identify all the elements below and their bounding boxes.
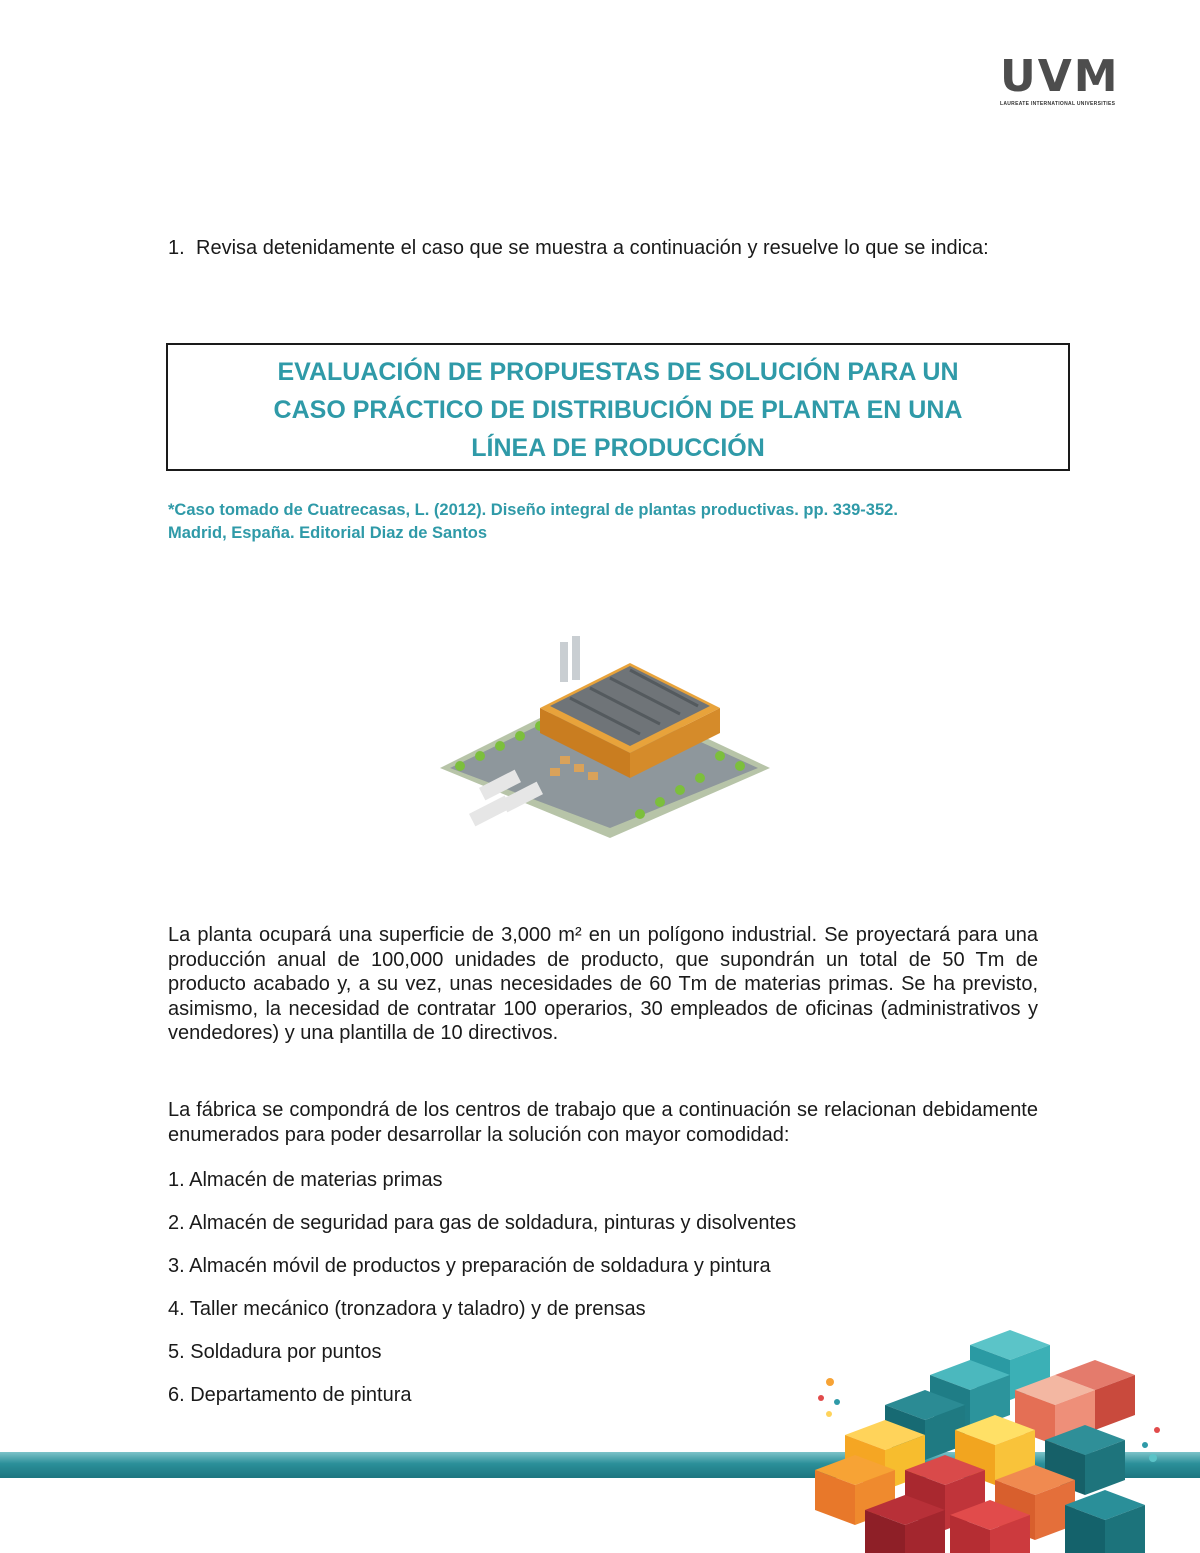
case-title-box — [166, 343, 1070, 471]
instruction — [168, 234, 1048, 263]
list-item: 3. Almacén móvil de productos y preparación de soldadura y pintura — [168, 1255, 771, 1277]
source-line-2: Madrid, España. Editorial Diaz de Santos — [168, 524, 488, 542]
logo-text: UVM — [1000, 51, 1120, 102]
paragraph-plant-description: La planta ocupará una superficie de 3,000 m² en un polígono industrial. Se proyectará para una producción anual de 100,000 unidades de producto, que supondrán un total de 50 Tm de producto acabado y, a su vez, unas necesidades de 60 Tm de materias primas. Se ha previsto, asimismo, la necesidad de contratar 100 operarios, 30 empleados de oficinas (administrativos y vendedores) y una plantilla de 10 directivos. — [168, 924, 1038, 1044]
factory-illustration — [440, 628, 770, 838]
list-item: 5. Soldadura por puntos — [168, 1341, 382, 1363]
paragraph-work-centers-intro: La fábrica se compondrá de los centros de trabajo que a continuación se relacionan debidamente enumerados para poder desarrollar la solución con mayor comodidad: — [168, 1099, 1038, 1146]
instruction-text: Revisa detenidamente el caso que se muestra a continuación y resuelve lo que se indica: — [196, 237, 989, 259]
list-item: 4. Taller mecánico (tronzadora y taladro) y de prensas — [168, 1298, 646, 1320]
title-line-2: CASO PRÁCTICO DE DISTRIBUCIÓN DE PLANTA EN UNA — [273, 396, 963, 424]
instruction-number: 1. — [168, 237, 185, 259]
list-item: 6. Departamento de pintura — [168, 1384, 412, 1406]
list-item: 2. Almacén de seguridad para gas de soldadura, pinturas y disolventes — [168, 1212, 797, 1234]
logo-subtitle: LAUREATE INTERNATIONAL UNIVERSITIES — [1000, 101, 1116, 107]
list-item: 1. Almacén de materias primas — [168, 1169, 443, 1191]
uvm-logo — [1000, 51, 1125, 107]
work-centers-list — [168, 1168, 796, 1426]
title-line-1: EVALUACIÓN DE PROPUESTAS DE SOLUCIÓN PARA UN — [277, 358, 959, 386]
source-line-1: *Caso tomado de Cuatrecasas, L. (2012). Diseño integral de plantas productivas. pp. 339-352. — [168, 501, 898, 519]
title-line-3: LÍNEA DE PRODUCCIÓN — [471, 434, 765, 462]
case-source — [168, 499, 1068, 545]
decorative-cubes — [805, 1330, 1200, 1553]
